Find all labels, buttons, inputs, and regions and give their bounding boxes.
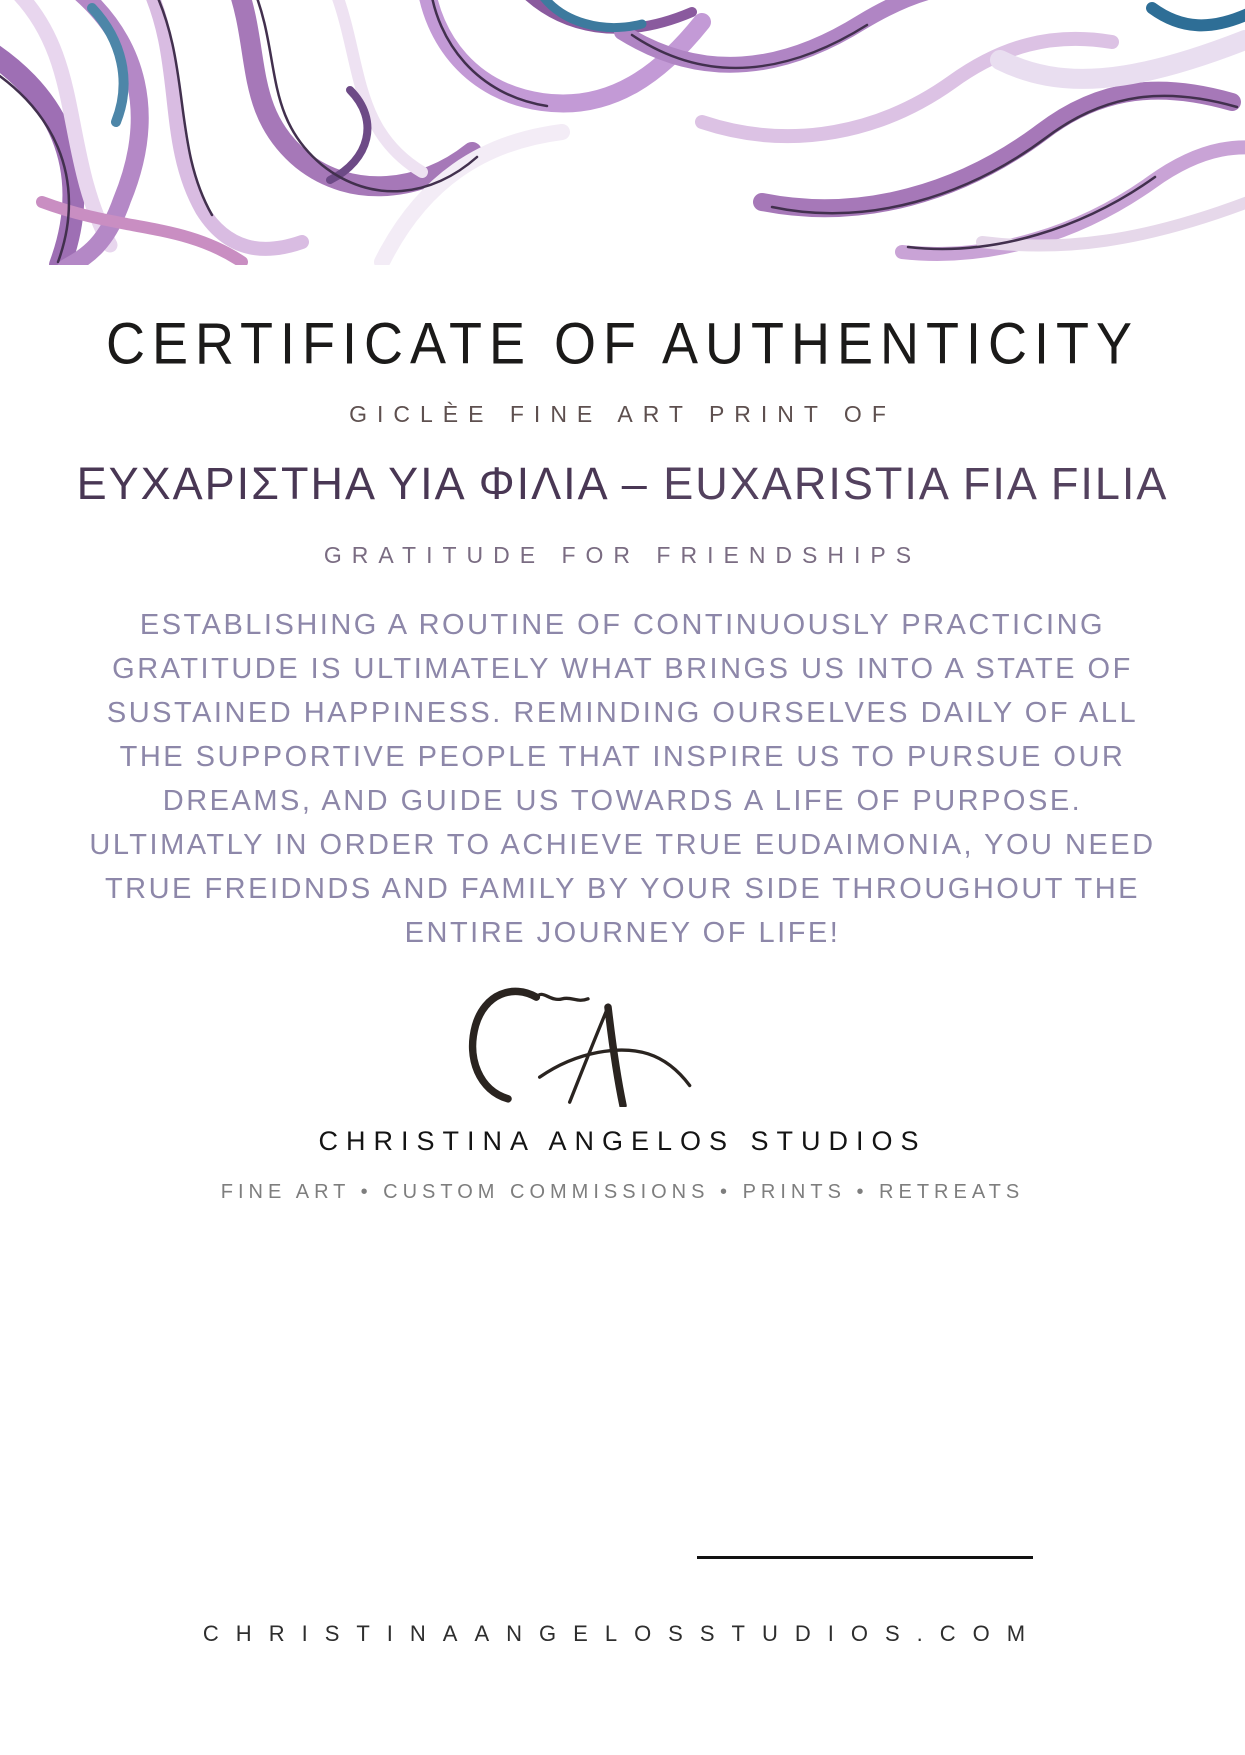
website-url: CHRISTINAANGELOSSTUDIOS.COM [202, 1621, 1043, 1646]
certificate-subtitle: GICLÈE FINE ART PRINT OF [349, 401, 896, 427]
studio-services-tagline: FINE ART • CUSTOM COMMISSIONS • PRINTS • RETREATS [220, 1181, 1025, 1203]
artwork-english-title: GRATITUDE FOR FRIENDSHIPS [323, 542, 922, 568]
artwork-title-separator: – [621, 458, 649, 509]
studio-name: CHRISTINA ANGELOS STUDIOS [318, 1126, 927, 1156]
artwork-description: ESTABLISHING A ROUTINE OF CONTINUOUSLY PRACTICING GRATITUDE IS ULTIMATELY WHAT BRINGS US INTO A STATE OF SUSTAINED HAPPINESS. REMINDING OURSELVES DAILY OF ALL THE SUPPORTIVE PEOPLE THAT INSPIRE US TO PURSUE OUR DREAMS, AND GUIDE US TOWARDS A LIFE OF PURPOSE. ULTIMATLY IN ORDER TO ACHIEVE TRUE EUDAIMONIA, YOU NEED TRUE FREIDNDS AND FAMILY BY YOUR SIDE THROUGHOUT THE ENTIRE JOURNEY OF LIFE! [89, 609, 1156, 949]
artwork-title-greek: ΕΥΧΑΡΙΣΤΗΑ ΥΙΑ ΦΙΛΙΑ [76, 458, 608, 509]
watercolor-header-art [0, 0, 1245, 265]
artwork-title-transliteration: EUXARISTIA FIA FILIA [663, 458, 1169, 509]
signature-line [697, 1556, 1033, 1559]
artwork-title [0, 458, 1245, 510]
certificate-title: CERTIFICATE OF AUTHENTICITY [105, 311, 1140, 377]
ca-monogram-icon [443, 979, 693, 1107]
ca-monogram-signature [0, 979, 1190, 1112]
